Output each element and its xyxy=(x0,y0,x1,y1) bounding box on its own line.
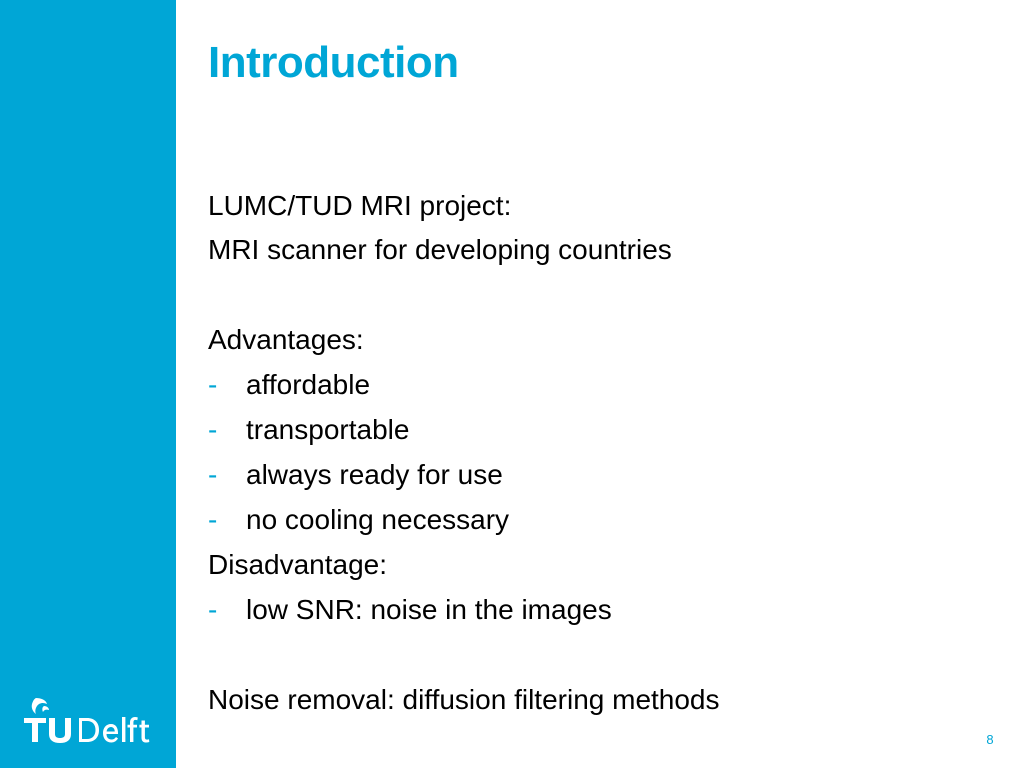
advantage-item xyxy=(208,412,409,448)
advantage-item xyxy=(208,367,370,403)
bullet-dash: - xyxy=(208,459,218,490)
advantage-text: always ready for use xyxy=(246,459,503,490)
bullet-dash: - xyxy=(208,594,218,625)
bullet-dash: - xyxy=(208,369,218,400)
advantage-text: no cooling necessary xyxy=(246,504,510,535)
advantage-text: affordable xyxy=(246,369,371,400)
advantage-item xyxy=(208,457,503,493)
advantages-heading: Advantages: xyxy=(208,324,364,355)
disadvantage-item xyxy=(208,592,612,628)
bullet-dash: - xyxy=(208,504,218,535)
tu-delft-logo xyxy=(22,694,162,746)
advantage-item xyxy=(208,502,509,538)
page-number: 8 xyxy=(986,732,994,747)
sidebar-band xyxy=(0,0,176,768)
project-line-1: LUMC/TUD MRI project: xyxy=(208,190,512,221)
disadvantage-heading: Disadvantage: xyxy=(208,549,388,580)
disadvantage-text: low SNR: noise in the images xyxy=(246,594,612,625)
advantage-text: transportable xyxy=(246,414,410,445)
project-line-2: MRI scanner for developing countries xyxy=(208,234,672,265)
bullet-dash: - xyxy=(208,414,218,445)
slide-title: Introduction xyxy=(208,38,459,87)
tu-delft-flame-icon xyxy=(22,694,162,746)
closing-line: Noise removal: diffusion filtering methods xyxy=(208,684,720,715)
